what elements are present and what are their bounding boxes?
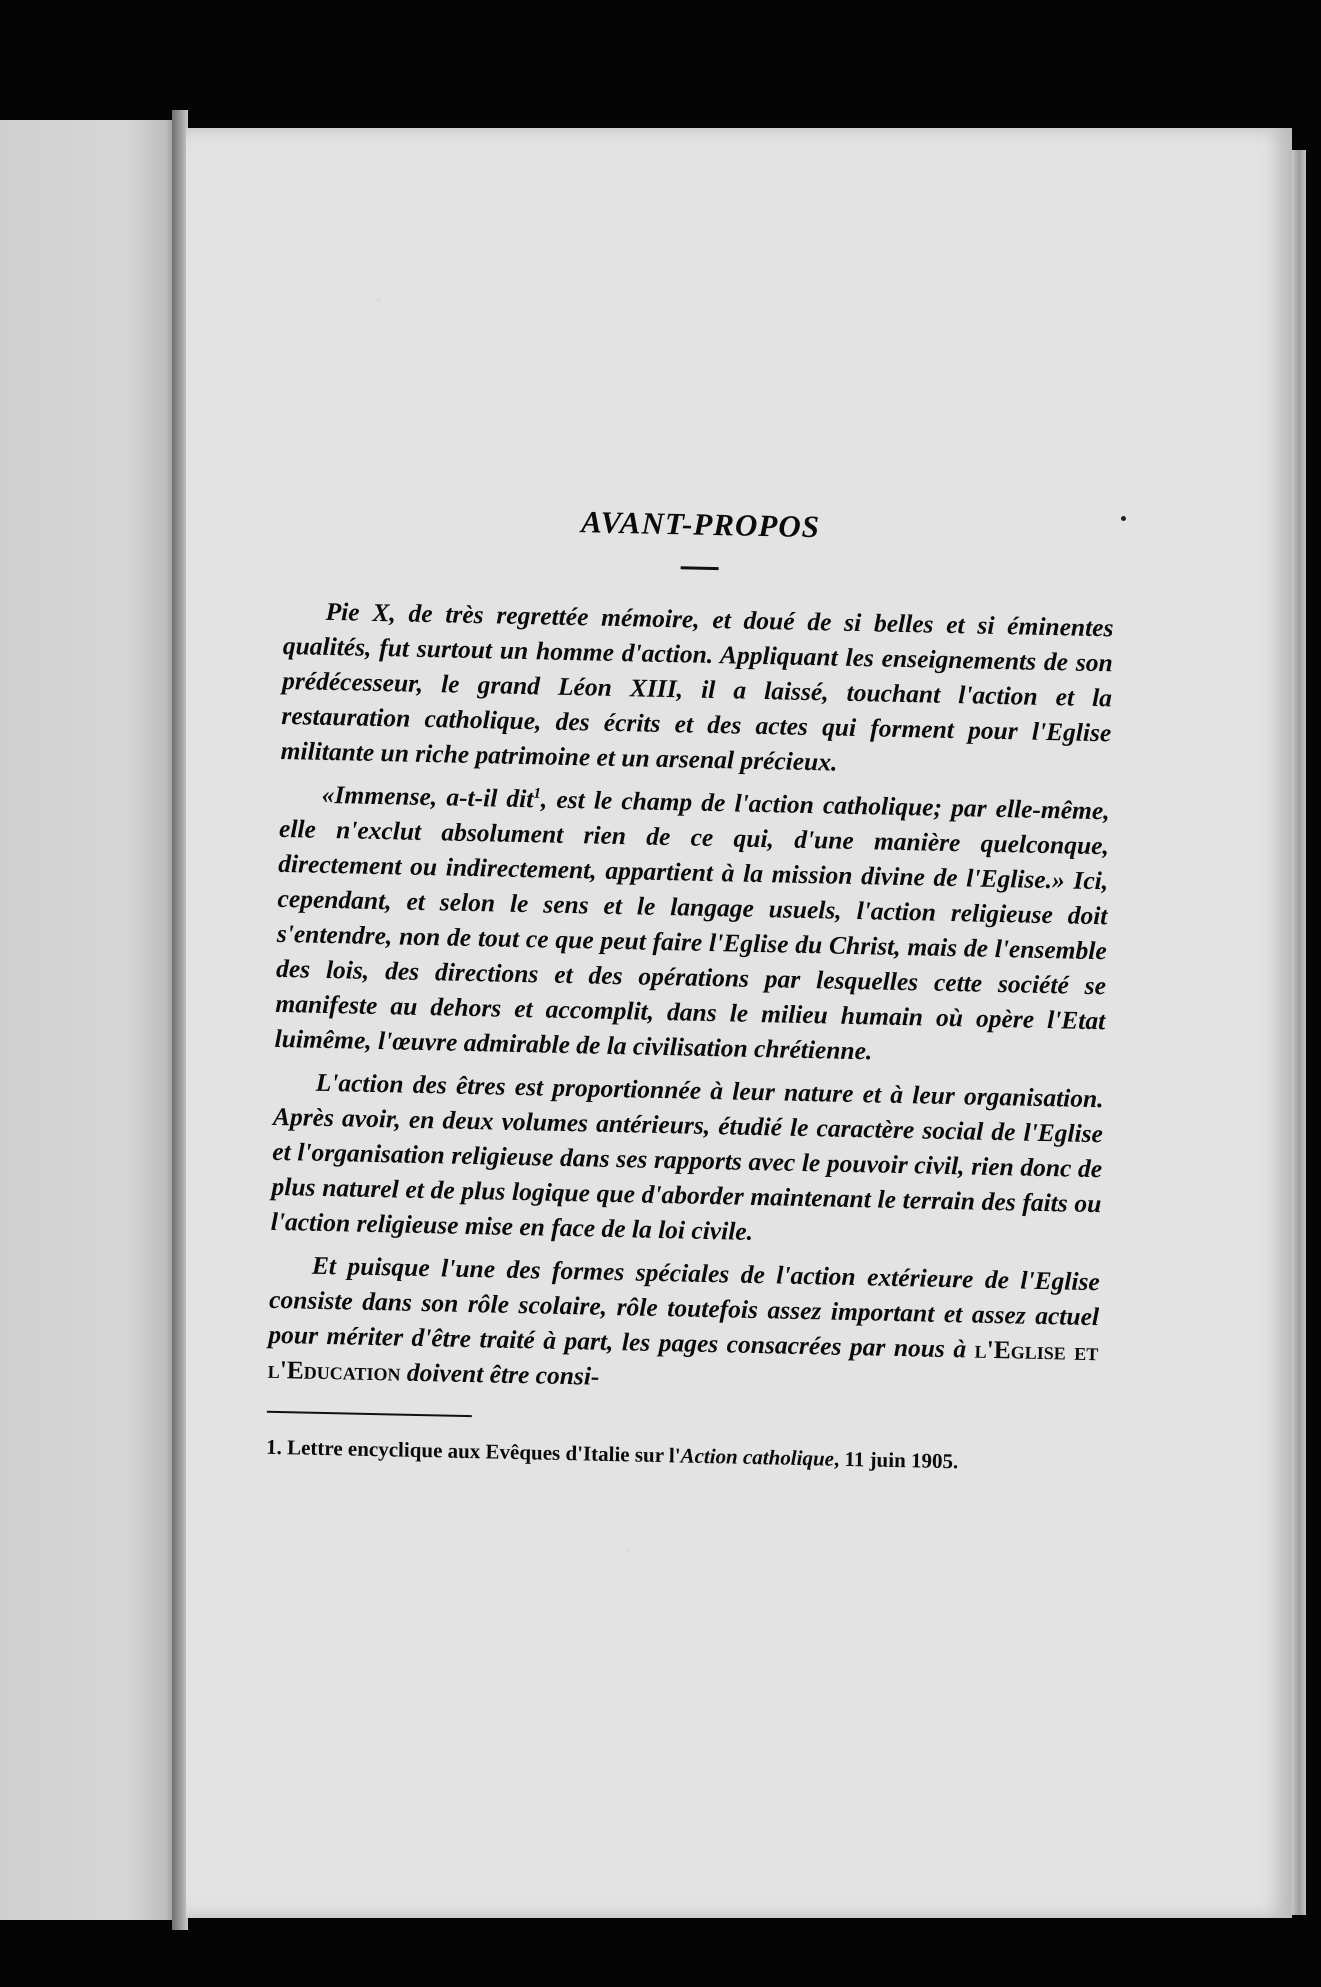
book-page bbox=[186, 128, 1292, 1918]
paragraph-4 bbox=[267, 1247, 1100, 1404]
dust-speck bbox=[1121, 516, 1126, 521]
page-edge bbox=[1292, 150, 1306, 1915]
page-content bbox=[265, 498, 1115, 1498]
book-title-reference: l'Eglise et l'Education bbox=[267, 1334, 1099, 1387]
footnote-reference: 1 bbox=[533, 785, 542, 802]
paragraph-4-start: Et puisque l'une des formes spéciales de l'action extérieure de l'Eglise consiste dans son rôle scolaire, rôle toutefois assez important et assez actuel pour mériter d'être traité à part, les pages consacrées par nous à bbox=[268, 1250, 1101, 1364]
paragraph-2-rest: , est le champ de l'action catholique; par elle-même, elle n'exclut absolument rien de ce qui, d'une manière quelconque, directement ou indirectement, appartient à la mission divine de l'Eglise.» Ici, cependant, et selon le sens et le langage usuels, l'action religieuse doit s'entendre, non de tout ce que peut faire l'Eglise du Christ, mais de l'ensemble des lois, des directions et des opérations par lesquelles cette société se manifeste au dehors et accomplit, dans le milieu humain où opère l'Etat luimême, l'œuvre admirable de la civilisation chrétienne. bbox=[274, 784, 1110, 1066]
footnote-rule bbox=[267, 1411, 472, 1417]
dust-speck bbox=[626, 1548, 631, 1553]
dust-speck bbox=[376, 298, 381, 303]
footnote bbox=[266, 1434, 1096, 1477]
paragraph-3: L'action des êtres est proportionnée à leur nature et à leur organisation. Après avoir, en deux volumes antérieurs, étudié le caractère social de l'Eglise et l'organisation religieuse dans ses rapports avec le pouvoir civil, rien donc de plus naturel et de plus logique que d'aborder maintenant le terrain des faits ou l'action religieuse mise en face de la loi civile. bbox=[270, 1067, 1104, 1246]
footnote-number: 1. bbox=[265, 1434, 283, 1460]
paragraph-2-start: «Immense, a-t-il dit bbox=[321, 779, 534, 814]
footnote-text-end: , 11 juin 1905. bbox=[833, 1446, 959, 1474]
footnote-title: Action catholique bbox=[680, 1443, 835, 1471]
page-title: AVANT-PROPOS bbox=[580, 504, 821, 545]
paragraph-1: Pie X, de très regrettée mémoire, et doué de si belles et si éminentes qualités, fut surtout un homme d'action. Appliquant les enseignements de son prédécesseur, le grand Léon XIII, il a laissé, touchant l'action et la restauration catholique, des écrits et des actes qui forment pour l'Eglise militante un riche patrimoine et un arsenal précieux. bbox=[280, 596, 1114, 777]
title-rule bbox=[681, 566, 719, 570]
footnote-text-start: Lettre encyclique aux Evêques d'Italie sur l' bbox=[281, 1435, 681, 1468]
left-page-margin bbox=[0, 120, 180, 1920]
paragraph-4-end: doivent être consi- bbox=[400, 1357, 600, 1391]
paragraph-2 bbox=[274, 776, 1110, 1073]
